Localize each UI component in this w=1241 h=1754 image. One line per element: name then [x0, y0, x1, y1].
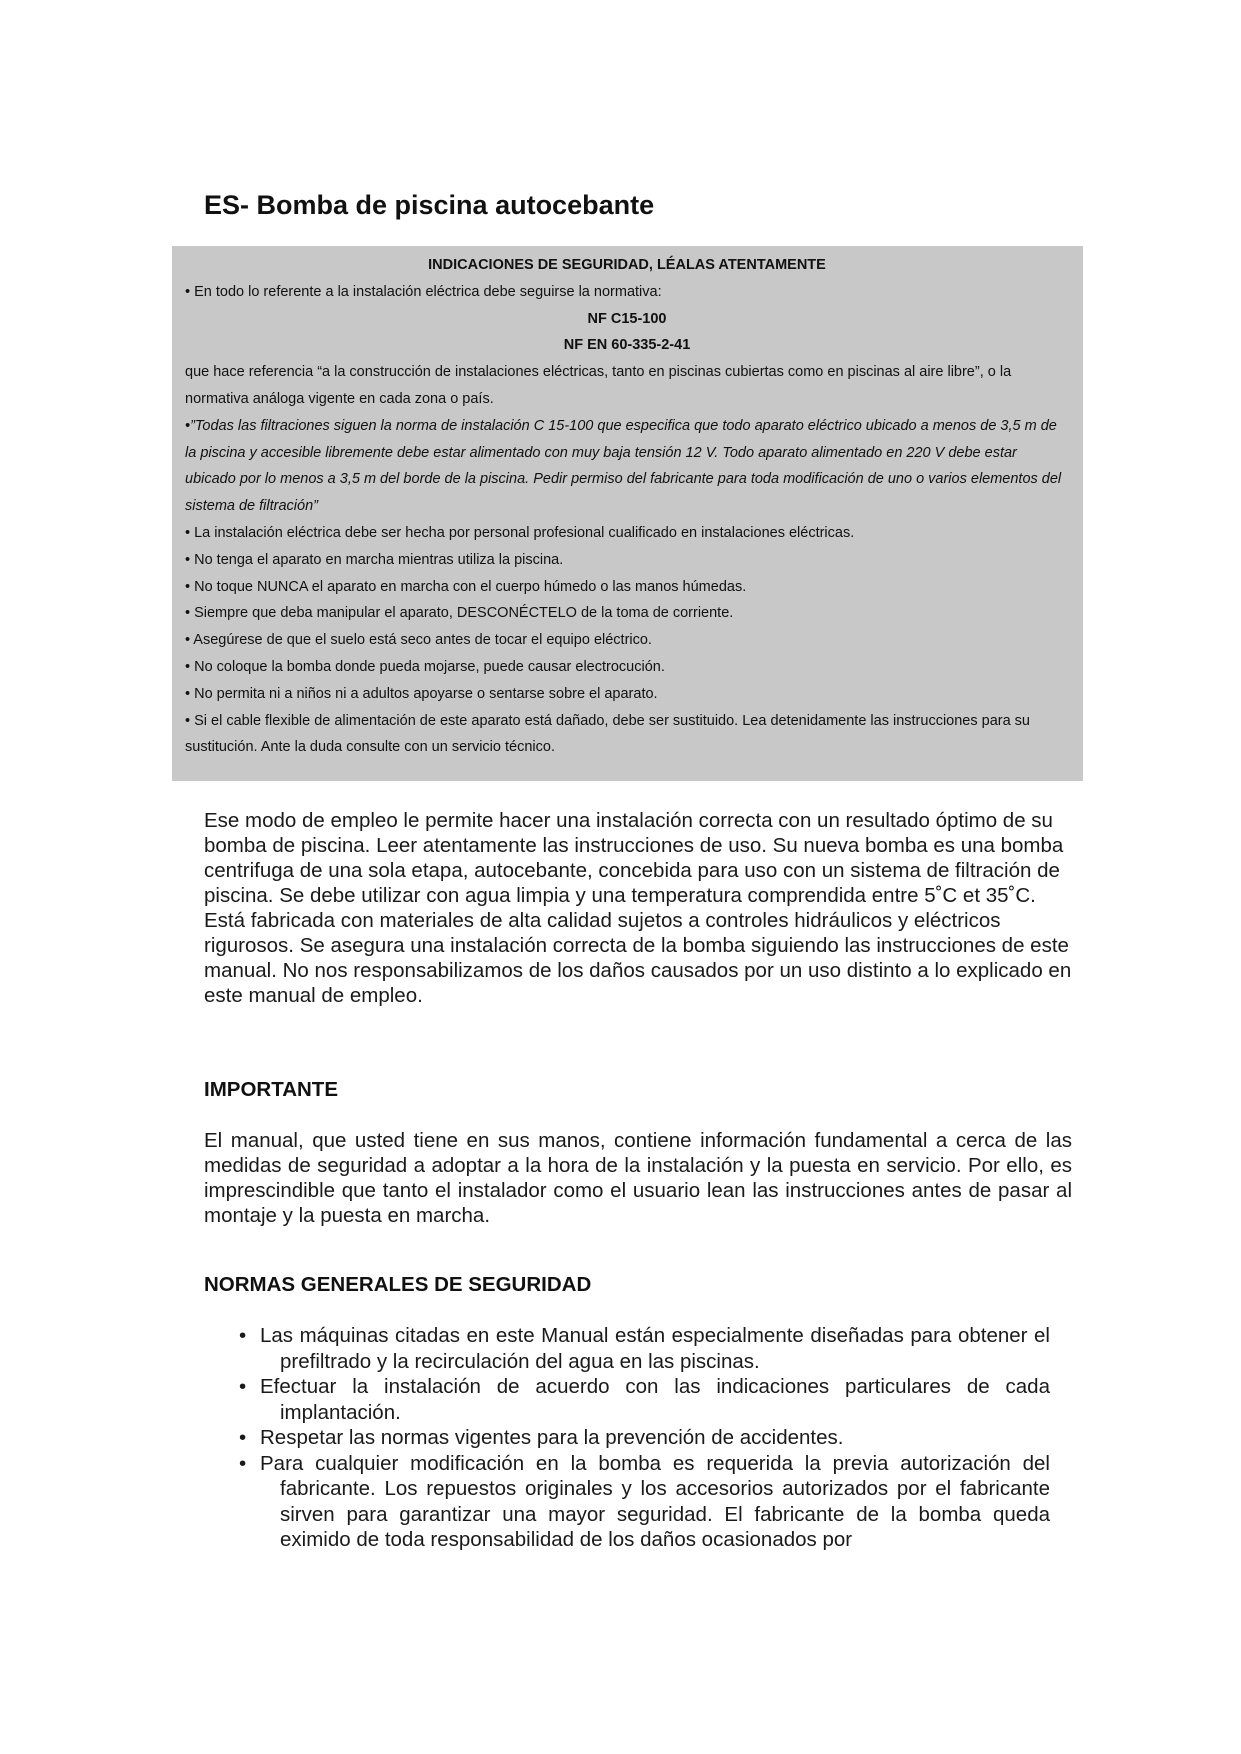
safety-bullet: • No tenga el aparato en marcha mientras utiliza la piscina. [185, 551, 564, 568]
safety-bullet: • No permita ni a niños ni a adultos apoyarse o sentarse sobre el aparato. [185, 685, 658, 702]
standard-nf-c15-100: NF C15-100 [587, 310, 667, 327]
standard-nf-en-60335: NF EN 60-335-2-41 [563, 337, 691, 354]
safety-rules-list [240, 1323, 1050, 1553]
safety-quote-text: •”Todas las filtraciones siguen la norma de instalación C 15-100 que especifica que todo aparato eléctrico ubicado a menos de 3,5 m de la piscina y accesible libremente debe estar alimentado con muy baja tensión 12 V. Todo aparato alimentado en 220 V debe estar ubicado por lo menos a 3,5 m del borde de la piscina. Pedir permiso del fabricante para toda modificación de uno o varios elementos del sistema de filtración” [185, 417, 1062, 515]
list-item-text: Respetar las normas vigentes para la prevención de accidentes. [260, 1426, 844, 1449]
bullet-icon: • [239, 1324, 247, 1347]
list-item-text: Efectuar la instalación de acuerdo con las indicaciones particulares de cada implantación. [260, 1375, 1050, 1424]
safety-bullet: • Asegúrese de que el suelo está seco antes de tocar el equipo eléctrico. [185, 632, 652, 649]
safety-bullet: • La instalación eléctrica debe ser hecha por personal profesional cualificado en instalaciones eléctricas. [185, 524, 855, 541]
list-item [240, 1425, 1050, 1451]
intro-paragraph: Ese modo de empleo le permite hacer una instalación correcta con un resultado óptimo de su bomba de piscina. Leer atentamente las instrucciones de uso. Su nueva bomba es una bomba centrifuga de una sola etapa, autocebante, concebida para uso con un sistema de filtración de piscina. Se debe utilizar con agua limpia y una temperatura comprendida entre 5˚C et 35˚C. Está fabricada con materiales de alta calidad sujetos a controles hidráulicos y eléctricos rigurosos. Se asegura una instalación correcta de la bomba siguiendo las instrucciones de este manual. No nos responsabilizamos de los daños causados por un uso distinto a lo explicado en este manual de empleo. [204, 809, 1072, 1007]
safety-bullet: • No toque NUNCA el aparato en marcha con el cuerpo húmedo o las manos húmedas. [185, 578, 747, 595]
importante-paragraph: El manual, que usted tiene en sus manos, contiene información fundamental a cerca de las medidas de seguridad a adoptar a la hora de la instalación y la puesta en servicio. Por ello, es imprescindible que tanto el instalador como el usuario lean las instrucciones antes de pasar al montaje y la puesta en marcha. [204, 1129, 1072, 1227]
list-item-text: Para cualquier modificación en la bomba es requerida la previa autorización del fabricante. Los repuestos originales y los accesorios autorizados por el fabricante sirven para garantizar una mayor seguridad. El fabricante de la bomba queda eximido de toda responsabilidad de los daños ocasionados por [260, 1451, 1050, 1551]
bullet-icon: • [239, 1451, 247, 1475]
page-title: ES- Bomba de piscina autocebante [204, 190, 655, 220]
safety-bullet: • Siempre que deba manipular el aparato, DESCONÉCTELO de la toma de corriente. [185, 605, 734, 622]
safety-line-normativa: • En todo lo referente a la instalación eléctrica debe seguirse la normativa: [185, 283, 662, 300]
normas-heading: NORMAS GENERALES DE SEGURIDAD [204, 1273, 592, 1296]
bullet-icon: • [239, 1375, 247, 1398]
list-item [240, 1374, 1050, 1425]
safety-reference-text: que hace referencia “a la construcción de instalaciones eléctricas, tanto en piscinas cubiertas como en piscinas al aire libre”, o la normativa análoga vigente en cada zona o país. [185, 364, 1012, 407]
importante-heading: IMPORTANTE [204, 1078, 339, 1101]
safety-notice-box [172, 246, 1083, 781]
safety-heading: INDICACIONES DE SEGURIDAD, LÉALAS ATENTAMENTE [428, 257, 826, 273]
list-item [240, 1323, 1050, 1374]
bullet-icon: • [239, 1426, 247, 1449]
list-item [240, 1451, 1050, 1553]
safety-bullet: • Si el cable flexible de alimentación de este aparato está dañado, debe ser sustituido. Lea detenidamente las instrucciones para su sustitución. Ante la duda consulte con un servicio técnico. [185, 712, 1031, 756]
safety-bullet: • No coloque la bomba donde pueda mojarse, puede causar electrocución. [185, 658, 665, 675]
list-item-text: Las máquinas citadas en este Manual están especialmente diseñadas para obtener el prefiltrado y la recirculación del agua en las piscinas. [260, 1324, 1050, 1373]
